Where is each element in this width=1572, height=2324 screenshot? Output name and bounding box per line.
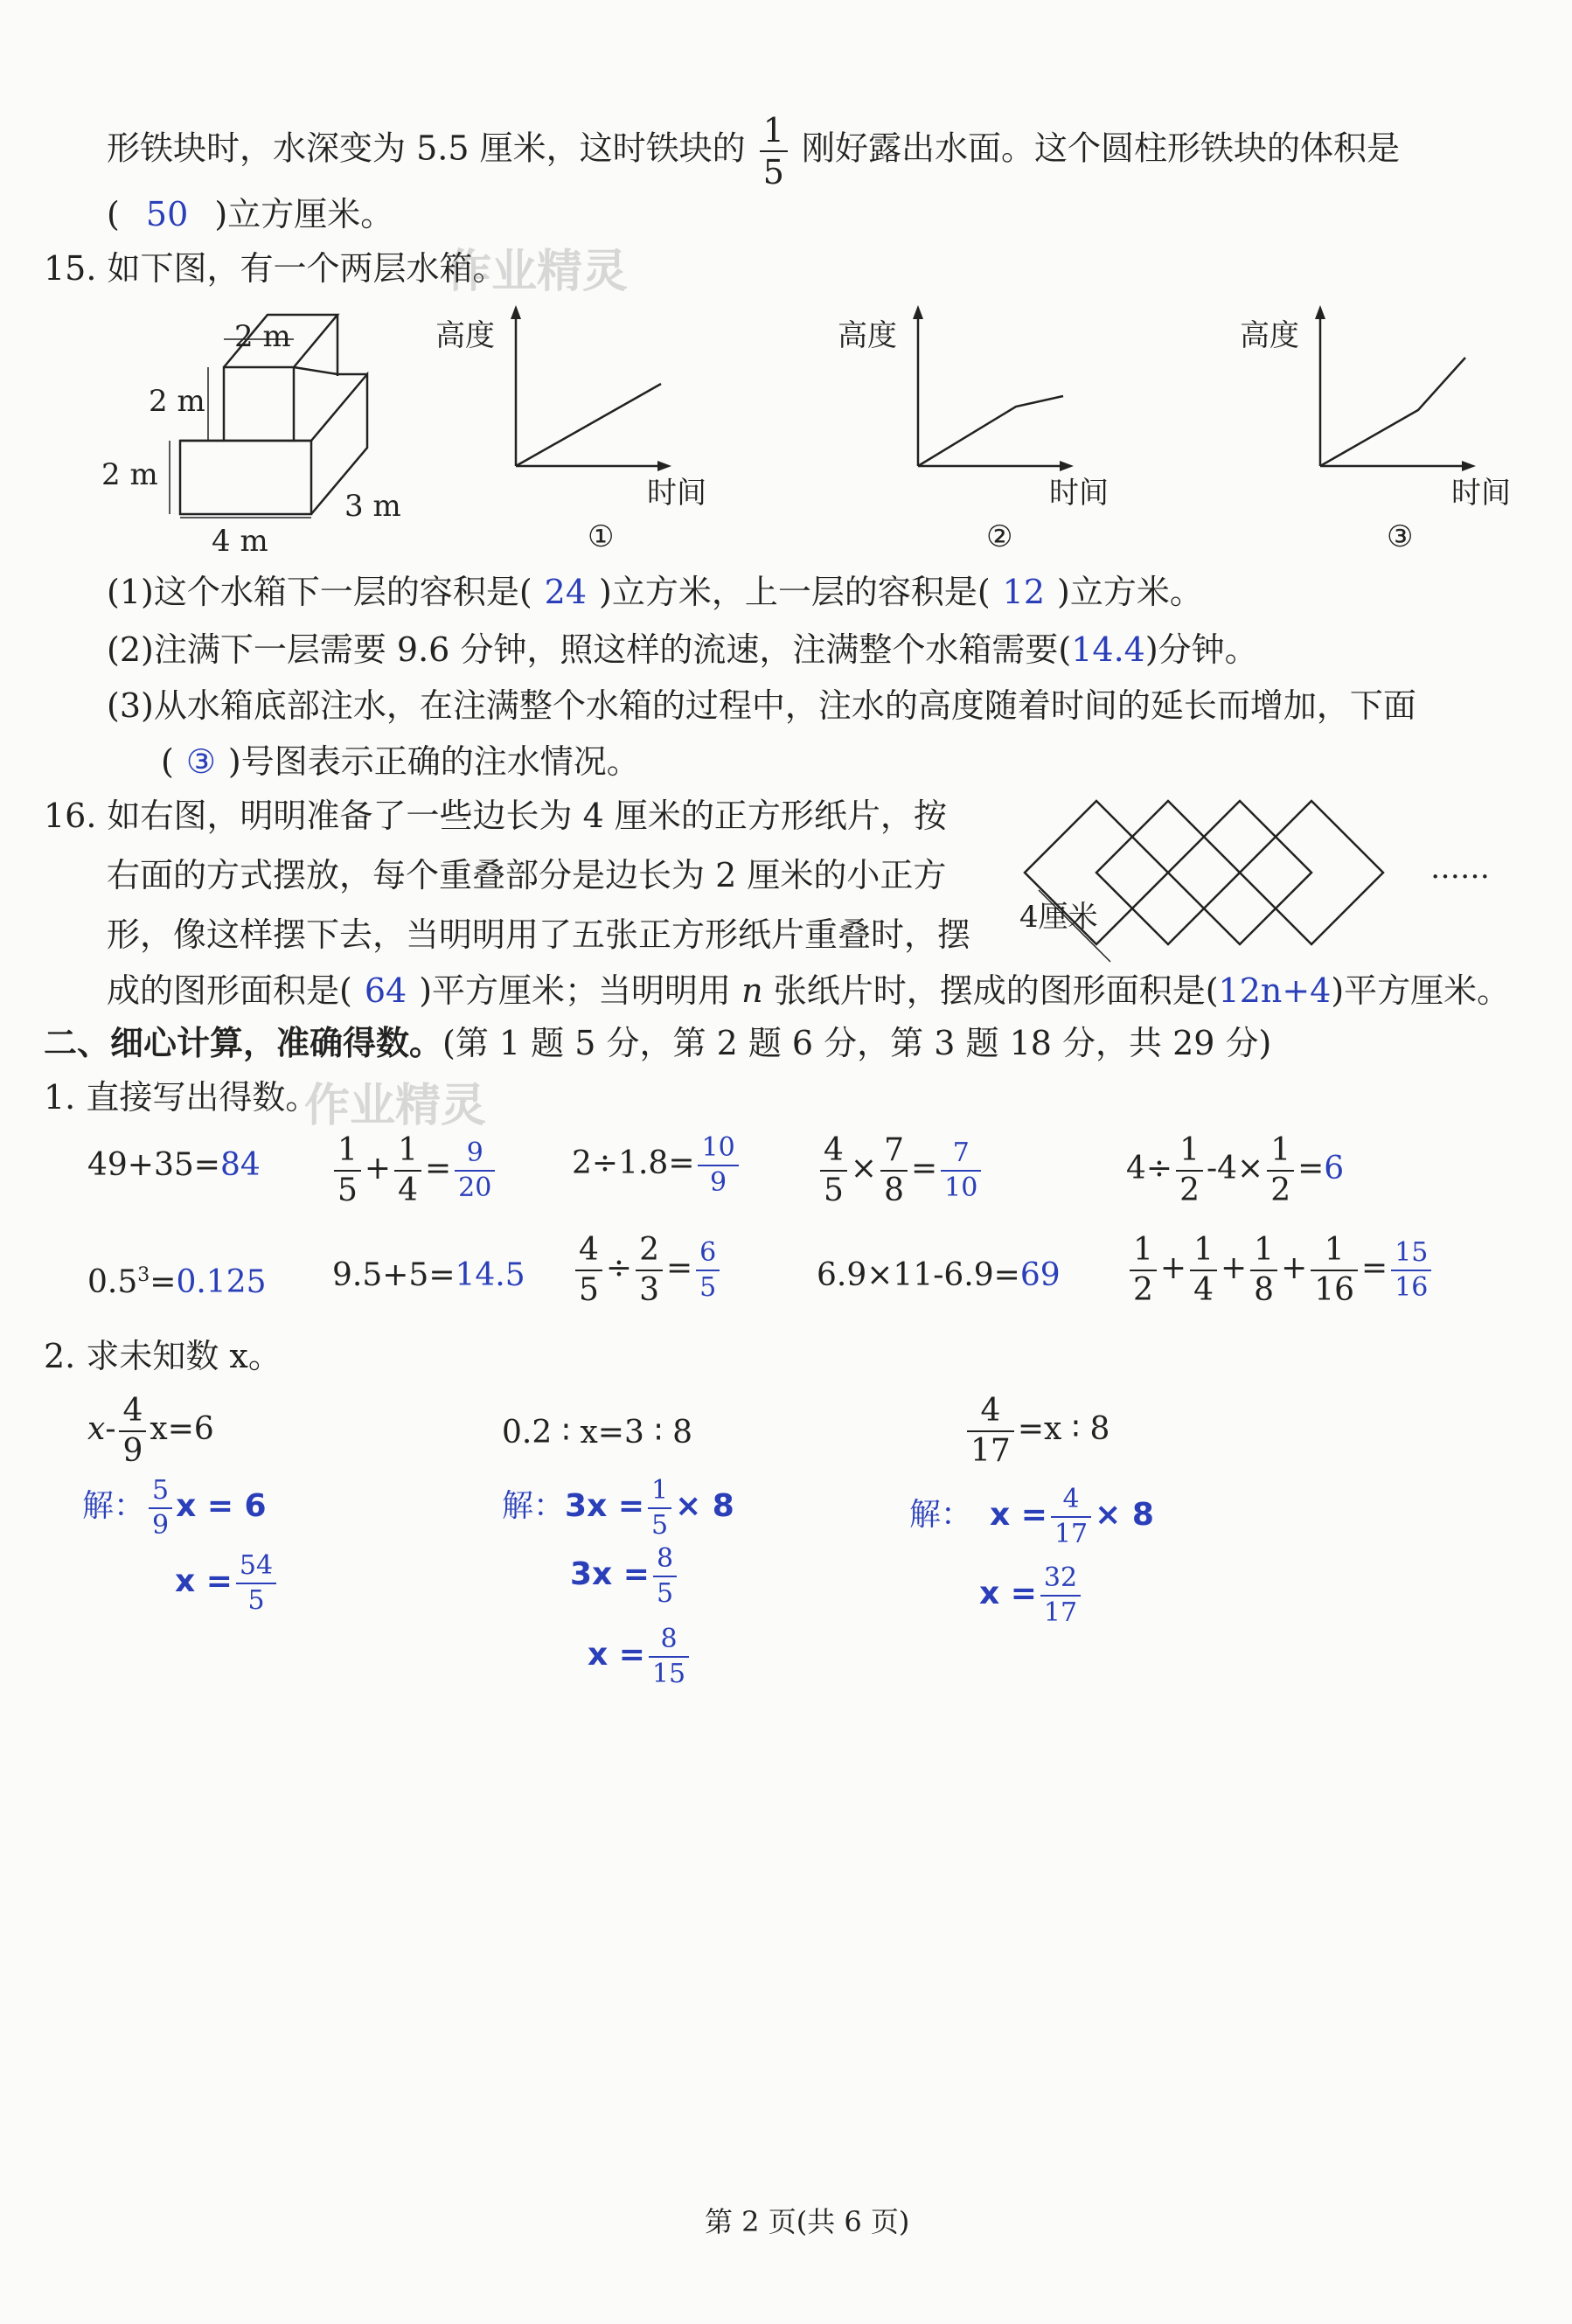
q15-part3b: ( ③ )号图表示正确的注水情况。 bbox=[161, 742, 640, 781]
calc-r1-c: 2÷1.8= $\frac{10}{9}$ bbox=[572, 1135, 742, 1196]
dim-depth: 3 m bbox=[344, 489, 401, 524]
calc-r1-d: $\frac{4}{5}$ × $\frac{7}{8}$ = $\frac{7}{10}$ bbox=[817, 1135, 984, 1207]
watermark: 作业精灵 bbox=[304, 1080, 487, 1132]
graph-1 bbox=[430, 302, 706, 564]
equation-1-step2: x = $\frac{54}{5}$ bbox=[175, 1553, 280, 1614]
q14-line2: ( 50 )立方厘米。 bbox=[107, 195, 394, 233]
equation-2: 0.2 ∶ x=3 ∶ 8 bbox=[502, 1415, 693, 1451]
calc-r2-b: 9.5+5=14.5 bbox=[332, 1257, 525, 1293]
water-tank-figure bbox=[96, 297, 463, 560]
q14-answer: 50 bbox=[145, 195, 189, 233]
q16-line4: 成的图形面积是( 64 )平方厘米；当明明用 n 张纸片时，摆成的图形面积是(12n+4)平方厘米。 bbox=[107, 971, 1511, 1010]
q16-line2: 右面的方式摆放，每个重叠部分是边长为 2 厘米的小正方 bbox=[107, 856, 947, 894]
answer: 84 bbox=[219, 1147, 261, 1183]
dim-top-height: 2 m bbox=[149, 384, 205, 419]
answer: $\frac{10}{9}$ bbox=[698, 1135, 738, 1196]
q16-line1: 16. 如右图，明明准备了一些边长为 4 厘米的正方形纸片，按 bbox=[44, 797, 947, 835]
section2-heading: 二、细心计算，准确得数。(第 1 题 5 分，第 2 题 6 分，第 3 题 18 分，共 29 分) bbox=[44, 1024, 1272, 1062]
dim-top-width: 2 m bbox=[234, 319, 291, 354]
dim-width: 4 m bbox=[212, 524, 268, 559]
calc-r1-e: 4÷ $\frac{1}{2}$ -4× $\frac{1}{2}$ =6 bbox=[1126, 1132, 1345, 1208]
sec2-q1: 1. 直接写出得数。 bbox=[44, 1078, 319, 1117]
figure-side-label: 4厘米 bbox=[1019, 900, 1098, 935]
page-footer: 第 2 页(共 6 页) bbox=[705, 2205, 910, 2238]
graph-3 bbox=[1235, 302, 1511, 564]
graph-x-label: 时间 bbox=[1451, 476, 1511, 511]
equation-1: x- $\frac{4}{9}$ x=6 bbox=[87, 1393, 214, 1469]
graph-y-label: 高度 bbox=[838, 318, 897, 353]
q16-line3: 形，像这样摆下去，当明明用了五张正方形纸片重叠时，摆 bbox=[107, 915, 971, 954]
q15-answer-upper: 12 bbox=[1002, 573, 1046, 611]
answer: $\frac{6}{5}$ bbox=[696, 1240, 720, 1301]
graph-number: ① bbox=[588, 519, 615, 554]
graph-y-label: 高度 bbox=[435, 318, 495, 353]
q15-part3a: (3)从水箱底部注水，在注满整个水箱的过程中，注水的高度随着时间的延长而增加，下面 bbox=[107, 686, 1416, 725]
answer: 6 bbox=[1324, 1151, 1345, 1186]
equation-3-step2: x = $\frac{32}{17}$ bbox=[979, 1565, 1084, 1626]
equation-2-step1: 解：3x = $\frac{1}{5}$ × 8 bbox=[502, 1475, 734, 1541]
calc-r2-d: 6.9×11-6.9=69 bbox=[817, 1257, 1061, 1293]
calc-r2-e: $\frac{1}{2}$ + $\frac{1}{4}$ + $\frac{1}{8}$ + $\frac{1}{16}$ = $\frac{15}{16}$ bbox=[1126, 1235, 1435, 1306]
answer: 69 bbox=[1019, 1257, 1061, 1293]
equation-2-step2: 3x = $\frac{8}{5}$ bbox=[570, 1546, 680, 1607]
q14-line1: 形铁块时，水深变为 5.5 厘米，这时铁块的 $\frac{1}{5}$ 刚好露出水面。这个圆柱形铁块的体积是 bbox=[107, 111, 1400, 191]
graph-number: ② bbox=[986, 519, 1013, 554]
q16-answer-formula: 12n+4 bbox=[1218, 971, 1332, 1010]
fraction-one-fifth: $\frac{1}{5}$ bbox=[760, 114, 788, 189]
q15-part1: (1)这个水箱下一层的容积是( 24 )立方米，上一层的容积是( 12 )立方米。 bbox=[107, 573, 1203, 611]
q15-answer-graph: ③ bbox=[185, 742, 216, 781]
graph-2 bbox=[832, 302, 1109, 564]
answer: $\frac{15}{16}$ bbox=[1391, 1240, 1431, 1301]
equation-3: $\frac{4}{17}$ =x ∶ 8 bbox=[963, 1395, 1109, 1467]
answer: 0.125 bbox=[176, 1264, 267, 1300]
equation-2-step3: x = $\frac{8}{15}$ bbox=[588, 1626, 692, 1687]
graph-x-label: 时间 bbox=[1049, 476, 1109, 511]
graph-x-label: 时间 bbox=[647, 476, 706, 511]
overlapping-squares-figure bbox=[1014, 787, 1504, 962]
q15-answer-lower: 24 bbox=[544, 573, 588, 611]
q15-answer-time: 14.4 bbox=[1071, 630, 1145, 669]
calc-row-1: 49+35=84 bbox=[87, 1147, 261, 1183]
graph-y-label: 高度 bbox=[1240, 318, 1299, 353]
figure-dots: …… bbox=[1430, 851, 1490, 886]
sec2-q2: 2. 求未知数 x。 bbox=[44, 1337, 282, 1375]
graph-number: ③ bbox=[1387, 519, 1414, 554]
answer: $\frac{7}{10}$ bbox=[941, 1140, 981, 1201]
calc-r1-b: $\frac{1}{5}$ + $\frac{1}{4}$ = $\frac{9}{20}$ bbox=[330, 1135, 498, 1207]
q16-answer-area: 64 bbox=[364, 971, 407, 1010]
calc-r2-c: $\frac{4}{5}$ ÷ $\frac{2}{3}$ = $\frac{6}{5}$ bbox=[572, 1235, 723, 1306]
answer: $\frac{9}{20}$ bbox=[455, 1140, 495, 1201]
equation-3-step1: 解： x = $\frac{4}{17}$ × 8 bbox=[909, 1484, 1154, 1549]
dim-bottom-height: 2 m bbox=[101, 457, 158, 492]
answer: 14.5 bbox=[455, 1257, 525, 1293]
watermark: 作业精灵 bbox=[446, 246, 629, 298]
q15-title: 15. 如下图，有一个两层水箱。 bbox=[44, 249, 506, 288]
q15-part2: (2)注满下一层需要 9.6 分钟，照这样的流速，注满整个水箱需要(14.4)分钟。 bbox=[107, 630, 1258, 669]
calc-row-2: $0.5^3=0.125$ bbox=[87, 1264, 267, 1300]
equation-1-step1: 解： $\frac{5}{9}$ x = 6 bbox=[82, 1475, 267, 1541]
